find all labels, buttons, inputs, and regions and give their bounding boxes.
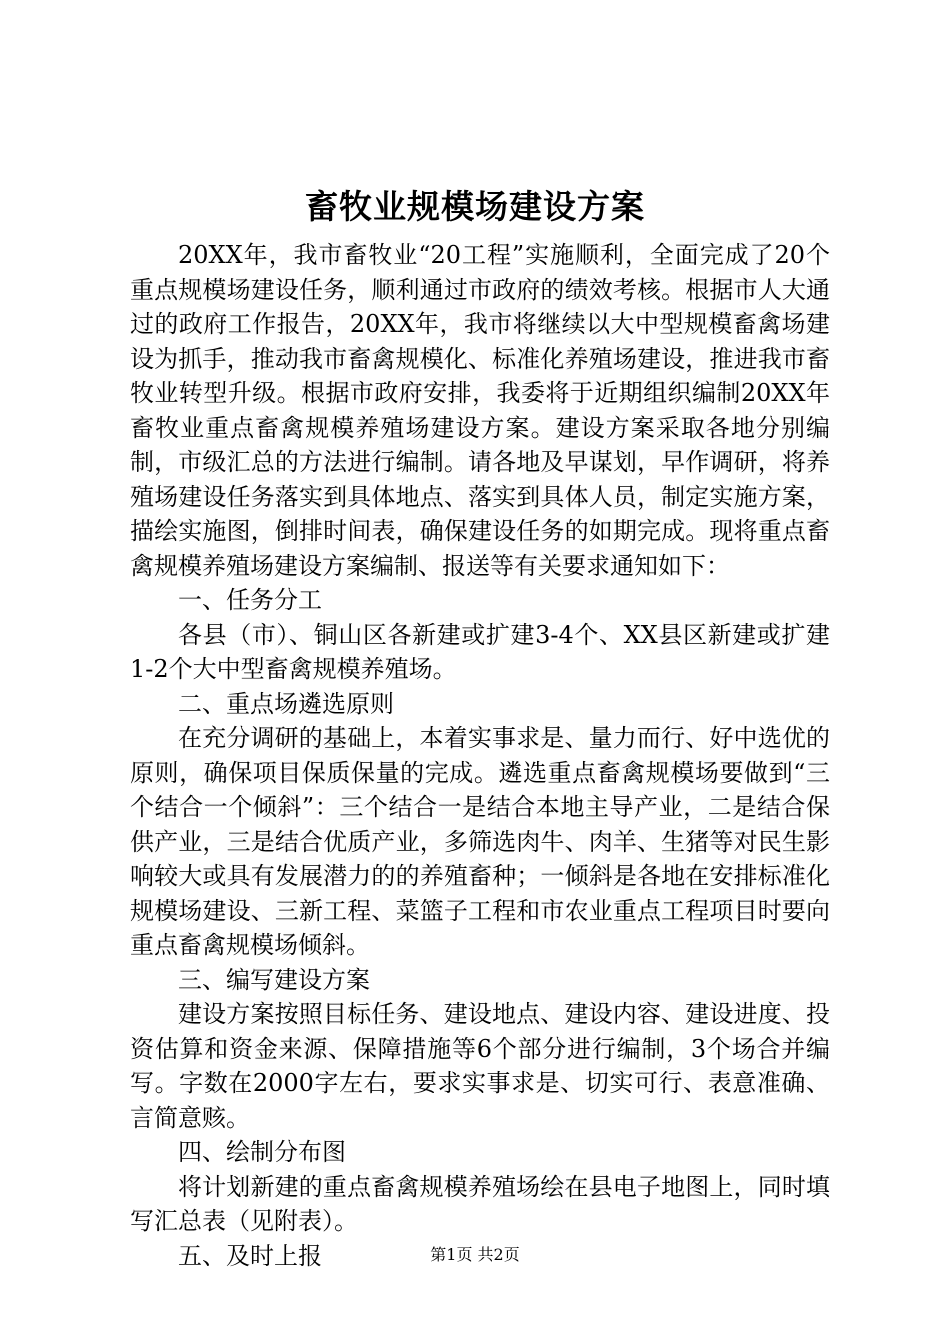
page-footer: 第1页 共2页 [430,1245,520,1264]
document-title: 畜牧业规模场建设方案 [305,187,645,226]
section-heading-4: 四、绘制分布图 [178,1138,346,1166]
section-heading-2: 二、重点场遴选原则 [178,689,394,718]
section-heading-5: 五、及时上报 [178,1241,322,1270]
paragraph-construction-plan: 建设方案按照目标任务、建设地点、建设内容、建设进度、投资估算和资金来源、保障措施等6个部分进行编制，3个场合并编写。字数在2000字左右，要求实事求是、切实可行、表意准确、言简意赅。 [130,1000,830,1132]
paragraph-task-division: 各县（市）、铜山区各新建或扩建3-4个、XX县区新建或扩建1-2个大中型畜禽规模养殖场。 [130,620,830,683]
paragraph-selection-principles: 在充分调研的基础上，本着实事求是、量力而行、好中选优的原则，确保项目保质保量的完成。遴选重点畜禽规模场要做到“三个结合一个倾斜”：三个结合一是结合本地主导产业，二是结合保供产业，三是结合优质产业，多筛选肉牛、肉羊、生猪等对民生影响较大或具有发展潜力的的养殖畜种；一倾斜是各地在安排标准化规模场建设、三新工程、菜篮子工程和市农业重点工程项目时要向重点畜禽规模场倾斜。 [130,724,830,959]
section-heading-3: 三、编写建设方案 [178,965,370,994]
document-body [130,238,830,1273]
paragraph-intro: 20XX年，我市畜牧业“20工程”实施顺利，全面完成了20个重点规模场建设任务，顺利通过市政府的绩效考核。根据市人大通过的政府工作报告，20XX年，我市将继续以大中型规模畜禽场建设为抓手，推动我市畜禽规模化、标准化养殖场建设，推进我市畜牧业转型升级。根据市政府安排，我委将于近期组织编制20XX年畜牧业重点畜禽规模养殖场建设方案。建设方案采取各地分别编制，市级汇总的方法进行编制。请各地及早谋划，早作调研，将养殖场建设任务落实到具体地点、落实到具体人员，制定实施方案，描绘实施图，倒排时间表，确保建设任务的如期完成。现将重点畜禽规模养殖场建设方案编制、报送等有关要求通知如下： [130,241,830,580]
section-heading-1: 一、任务分工 [178,586,322,614]
paragraph-distribution-map: 将计划新建的重点畜禽规模养殖场绘在县电子地图上，同时填写汇总表（见附表）。 [130,1172,830,1235]
